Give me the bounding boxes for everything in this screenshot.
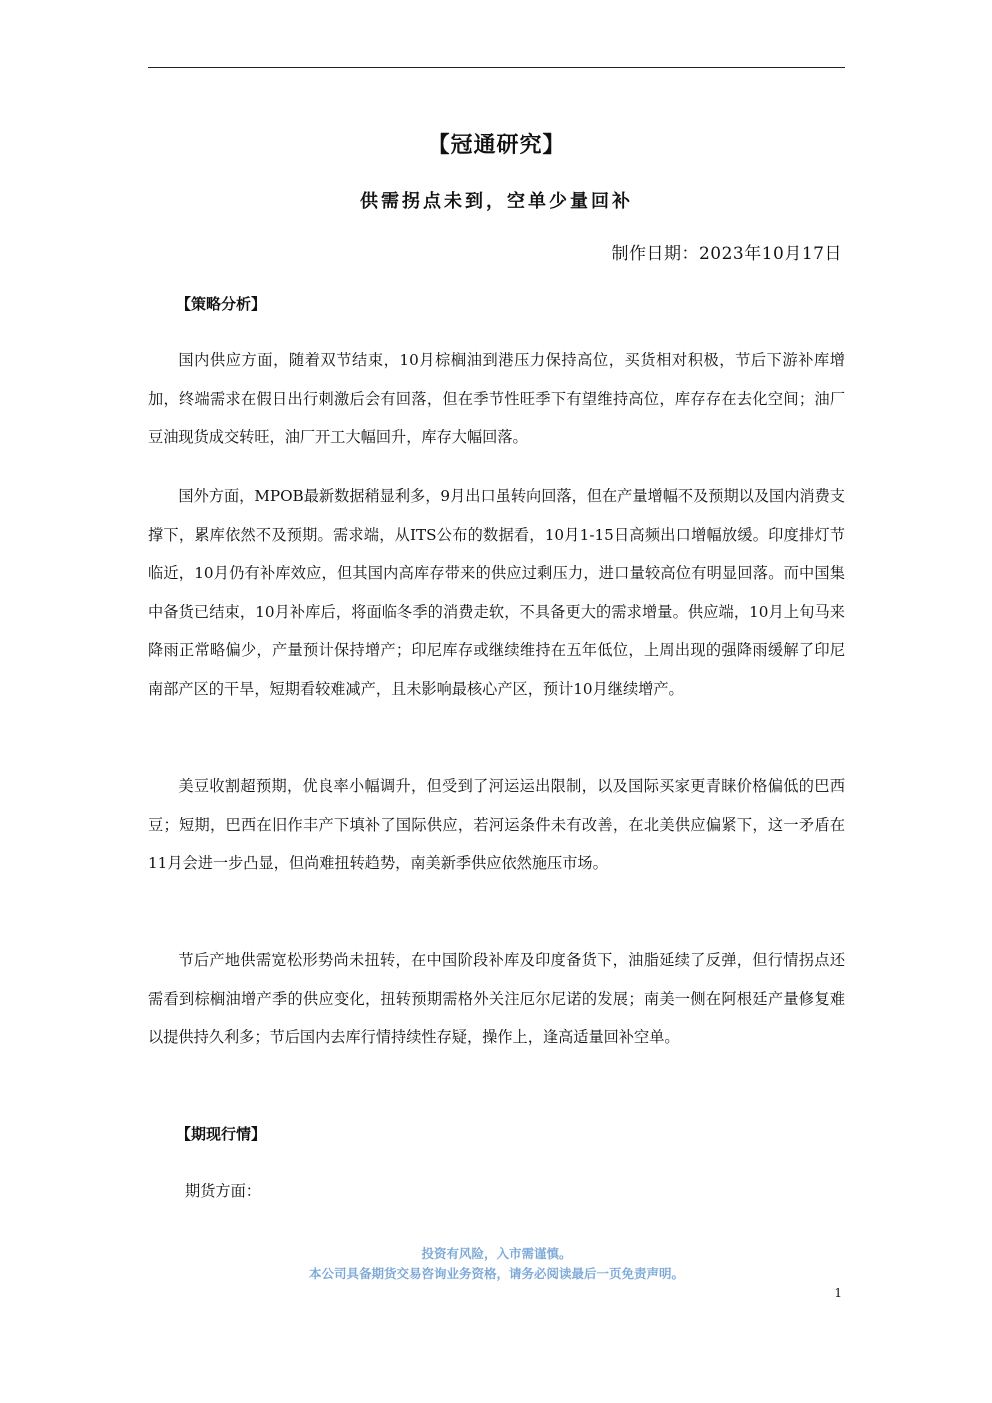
- report-date: 制作日期：2023年10月17日: [611, 244, 842, 264]
- strategy-paragraph-domestic: 国内供应方面，随着双节结束，10月棕榈油到港压力保持高位，买货相对积极，节后下游补库增加，终端需求在假日出行刺激后会有回落，但在季节性旺季下有望维持高位，库存存在去化空间；油厂豆油现货成交转旺，油厂开工大幅回升，库存大幅回落。: [148, 351, 845, 446]
- strategy-heading: 【策略分析】: [176, 295, 267, 313]
- strategy-paragraph-outlook: 节后产地供需宽松形势尚未扭转，在中国阶段补库及印度备货下，油脂延续了反弹，但行情拐点还需看到棕榈油增产季的供应变化，扭转预期需格外关注厄尔尼诺的发展；南美一侧在阿根廷产量修复难以提供持久利多；节后国内去库行情持续性存疑，操作上，逢高适量回补空单。: [148, 951, 845, 1046]
- brand-title: 【冠通研究】: [427, 133, 566, 158]
- header-rule: [148, 67, 845, 68]
- strategy-paragraph-overseas: 国外方面，MPOB最新数据稍显利多，9月出口虽转向回落，但在产量增幅不及预期以及国内消费支撑下，累库依然不及预期。需求端，从ITS公布的数据看，10月1-15日高频出口增幅放缓。印度排灯节临近，10月仍有补库效应，但其国内高库存带来的供应过剩压力，进口量较高位有明显回落。而中国集中备货已结束，10月补库后，将面临冬季的消费走软，不具备更大的需求增量。供应端，10月上旬马来降雨正常略偏少，产量预计保持增产；印尼库存或继续维持在五年低位，上周出现的强降雨缓解了印尼南部产区的干旱，短期看较难减产，且未影响最核心产区，预计10月继续增产。: [148, 487, 845, 698]
- futures-label: 期货方面：: [185, 1182, 261, 1200]
- market-heading: 【期现行情】: [176, 1125, 267, 1143]
- risk-disclaimer: 投资有风险，入市需谨慎。: [421, 1246, 572, 1261]
- license-disclaimer: 本公司具备期货交易咨询业务资格，请务必阅读最后一页免责声明。: [308, 1266, 684, 1281]
- page-number: 1: [834, 1286, 842, 1300]
- report-headline: 供需拐点未到，空单少量回补: [360, 191, 633, 212]
- strategy-paragraph-soybean: 美豆收割超预期，优良率小幅调升，但受到了河运运出限制，以及国际买家更青睐价格偏低的巴西豆；短期，巴西在旧作丰产下填补了国际供应，若河运条件未有改善，在北美供应偏紧下，这一矛盾在11月会进一步凸显，但尚难扭转趋势，南美新季供应依然施压市场。: [148, 777, 845, 872]
